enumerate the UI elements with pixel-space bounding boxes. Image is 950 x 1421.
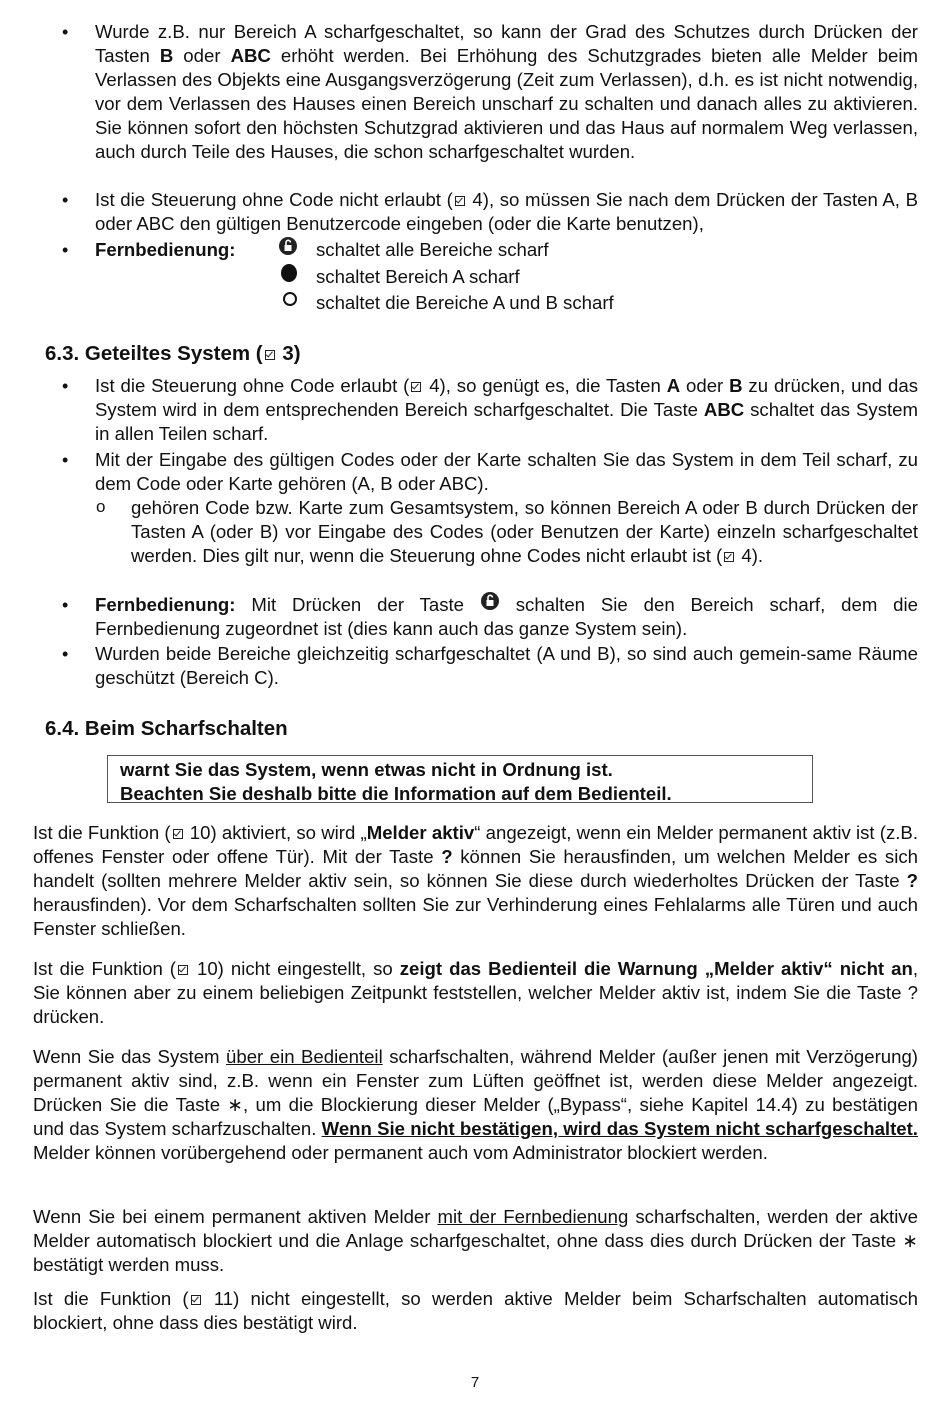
bullet-paragraph: Wurde z.B. nur Bereich A scharfgeschaltet, so kann der Grad des Schutzes durch Drücken der Tasten B oder ABC erhöht werden. Bei Erhöhung des Schutzgrades bieten alle Melder beim Verlassen des Objekts eine Ausgangsverzögerung (Zeit zum Verlassen), d.h. es ist nicht notwendig, vor dem Verlassen des Hauses einen Bereich unscharf zu schalten und danach alles zu aktivieren. Sie können sofort den höchsten Schutzgrad aktivieren und das Haus auf normalem Weg verlassen, auch durch Teile des Hauses, die schon scharfgeschaltet wurden. <box>95 21 919 162</box>
padlock-open-icon <box>480 591 500 611</box>
section-heading-6-3: 6.3. Geteiltes System ( 3) <box>45 342 301 365</box>
sub-bullet-paragraph: gehören Code bzw. Karte zum Gesamtsystem, so können Bereich A oder B durch Drücken der Tasten A (oder B) vor Eingabe des Codes (oder Benutzen der Karte) einzeln scharfgeschaltet werden. Dies gilt nur, wenn die Steuerung ohne Codes nicht erlaubt ist ( 4). <box>131 497 918 566</box>
bullet-dot: • <box>62 190 69 210</box>
page-number: 7 <box>470 1374 480 1391</box>
bullet-paragraph: Wurden beide Bereiche gleichzeitig scharfgeschaltet (A und B), so sind auch gemein-same Räume geschützt (Bereich C). <box>95 643 918 688</box>
bullet-dot: • <box>62 644 69 664</box>
paragraph: Wenn Sie das System über ein Bedienteil scharfschalten, während Melder (außer jenen mit Verzögerung) permanent aktiv sind, z.B. wenn ein Fenster zum Lüften geöffnet ist, werden diese Melder angezeigt. Drücken Sie die Taste ∗, um die Blockierung dieser Melder („Bypass“, siehe Kapitel 14.4) zu bestätigen und das System scharfzuschalten. Wenn Sie nicht bestätigen, wird das System nicht scharfgeschaltet. Melder können vorübergehend oder permanent auch vom Administrator blockiert werden. <box>33 1046 918 1163</box>
sub-bullet-marker: o <box>96 497 106 516</box>
bullet-paragraph: Fernbedienung: Mit Drücken der Taste schalten Sie den Bereich scharf, dem die Fernbedienung zugeordnet ist (dies kann auch das ganze System sein). <box>95 593 918 641</box>
remote-line-1: schaltet alle Bereiche scharf <box>316 239 549 260</box>
checkbox-icon <box>724 552 734 562</box>
bullet-dot: • <box>62 22 69 42</box>
filled-button-icon <box>280 263 298 283</box>
checkbox-icon <box>191 1295 201 1305</box>
checkbox-icon <box>411 382 421 392</box>
bullet-paragraph: Ist die Steuerung ohne Code erlaubt ( 4), so genügt es, die Tasten A oder B zu drücken, und das System wird in dem entsprechenden Bereich scharfgeschaltet. Die Taste ABC schaltet das System in allen Teilen scharf. <box>95 375 919 444</box>
empty-circle-icon <box>282 291 298 307</box>
bullet-dot: • <box>62 240 69 260</box>
checkbox-icon <box>178 965 188 975</box>
warning-box <box>107 755 813 803</box>
remote-line-3: schaltet die Bereiche A und B scharf <box>316 292 614 313</box>
paragraph: Ist die Funktion ( 11) nicht eingestellt, so werden aktive Melder beim Scharfschalten automatisch blockiert, ohne dass dies bestätigt wird. <box>33 1288 918 1333</box>
checkbox-icon <box>173 829 183 839</box>
section-heading-6-4: 6.4. Beim Scharfschalten <box>45 717 288 740</box>
bullet-dot: • <box>62 595 69 615</box>
paragraph: Wenn Sie bei einem permanent aktiven Melder mit der Fernbedienung scharfschalten, werden der aktive Melder automatisch blockiert und die Anlage scharfgeschaltet, ohne dass dies durch Drücken der Taste ∗ bestätigt werden muss. <box>33 1206 918 1275</box>
bullet-paragraph: Ist die Steuerung ohne Code nicht erlaubt ( 4), so müssen Sie nach dem Drücken der Tasten A, B oder ABC den gültigen Benutzercode eingeben (oder die Karte benutzen), <box>95 189 918 234</box>
warning-line-1: warnt Sie das System, wenn etwas nicht in Ordnung ist. <box>120 759 613 780</box>
remote-label: Fernbedienung: <box>95 239 236 260</box>
bullet-paragraph: Mit der Eingabe des gültigen Codes oder der Karte schalten Sie das System in dem Teil scharf, zu dem Code oder Karte gehören (A, B oder ABC). <box>95 449 918 494</box>
paragraph: Ist die Funktion ( 10) nicht eingestellt, so zeigt das Bedienteil die Warnung „Melder aktiv“ nicht an, Sie können aber zu einem beliebigen Zeitpunkt feststellen, welcher Melder aktiv ist, indem Sie die Taste ? drücken. <box>33 958 918 1027</box>
checkbox-icon <box>455 196 465 206</box>
padlock-open-icon <box>278 236 298 256</box>
bullet-dot: • <box>62 376 69 396</box>
paragraph: Ist die Funktion ( 10) aktiviert, so wird „Melder aktiv“ angezeigt, wenn ein Melder permanent aktiv ist (z.B. offenes Fenster oder offene Tür). Mit der Taste ? können Sie herausfinden, um welchen Melder es sich handelt (sollten mehrere Melder aktiv sein, so können Sie diese durch wiederholtes Drücken der Taste ? herausfinden). Vor dem Scharfschalten sollten Sie zur Verhinderung eines Fehlalarms alle Türen und auch Fenster schließen. <box>33 822 918 939</box>
warning-line-2: Beachten Sie deshalb bitte die Information auf dem Bedienteil. <box>120 783 672 804</box>
remote-line-2: schaltet Bereich A scharf <box>316 266 520 287</box>
checkbox-icon <box>265 350 275 360</box>
bullet-dot: • <box>62 450 69 470</box>
